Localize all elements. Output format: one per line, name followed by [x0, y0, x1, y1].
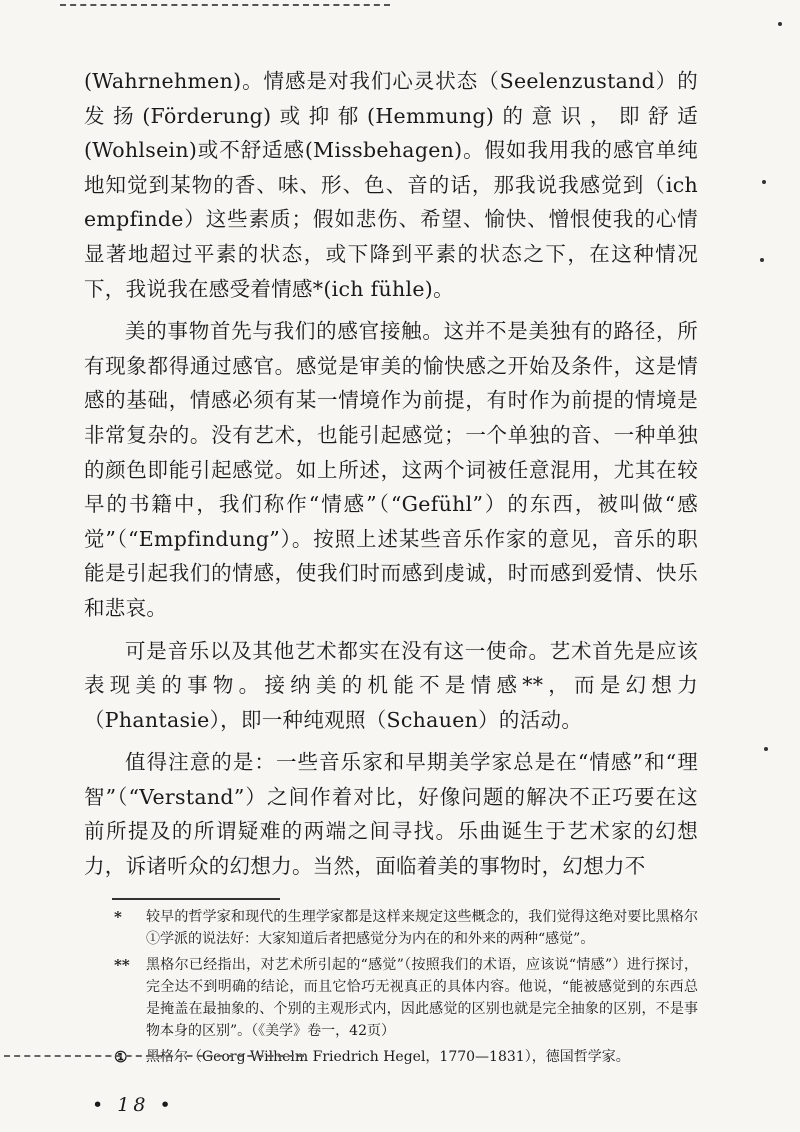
page-number: • 18 •: [92, 1093, 175, 1116]
footnote-marker: *: [114, 907, 122, 926]
paragraph-1: (Wahrnehmen)。情感是对我们心灵状态（Seelenzustand）的发扬(Förderung)或抑郁(Hemmung)的意识，即舒适(Wohlsein)或不舒适感(Missbehagen)。假如我用我的感官单纯地知觉到某物的香、味、形、色、音的话，那我说我感觉到（ich empfinde）这些素质；假如悲伤、希望、愉快、憎恨使我的心情显著地超过平素的状态，或下降到平素的状态之下，在这种情况下，我说我在感受着情感*(ich fühle)。: [84, 69, 698, 301]
scan-speck: [760, 258, 764, 262]
footnote-text: 黑格尔（Georg Wilhelm Friedrich Hegel，1770—1831），德国哲学家。: [146, 1048, 630, 1065]
scan-bottom-rule: [4, 1055, 304, 1057]
footnote-1: [114, 906, 698, 950]
scan-speck: [762, 180, 766, 184]
paragraph-4: 值得注意的是：一些音乐家和早期美学家总是在“情感”和“理智”（“Verstand”）之间作着对比，好像问题的解决不正巧要在这前所提及的所谓疑难的两端之间寻找。乐曲诞生于艺术家的幻想力，诉诸听众的幻想力。当然，面临着美的事物时，幻想力不: [84, 750, 698, 879]
footnote-2: [114, 954, 698, 1042]
paragraph-3: 可是音乐以及其他艺术都实在没有这一使命。艺术首先是应该表现美的事物。接纳美的机能不是情感**，而是幻想力（Phantasie），即一种纯观照（Schauen）的活动。: [84, 638, 698, 732]
paragraph-2: 美的事物首先与我们的感官接触。这并不是美独有的路径，所有现象都得通过感官。感觉是审美的愉快感之开始及条件，这是情感的基础，情感必须有某一情境作为前提，有时作为前提的情境是非常复杂的。没有艺术，也能引起感觉；一个单独的音、一种单独的颜色即能引起感觉。如上所述，这两个词被任意混用，尤其在较早的书籍中，我们称作“情感”（“Gefühl”）的东西，被叫做“感觉”（“Empfindung”）。按照上述某些音乐作家的意见，音乐的职能是引起我们的情感，使我们时而感到虔诚，时而感到爱情、快乐和悲哀。: [84, 319, 698, 620]
footnote-marker: **: [114, 955, 130, 974]
scan-speck: [764, 747, 768, 751]
footnote-marker: ①: [114, 1047, 128, 1066]
footnote-text: 黑格尔已经指出，对艺术所引起的“感觉”（按照我们的术语，应该说“情感”）进行探讨，完全达不到明确的结论，而且它恰巧无视真正的具体内容。他说，“能被感觉到的东西总是掩盖在最抽象的、个别的主观形式内，因此感觉的区别也就是完全抽象的区别，不是事物本身的区别”。（《美学》卷一，42页）: [146, 956, 698, 1039]
footnote-separator: [112, 898, 280, 900]
scan-top-rule: [60, 4, 390, 6]
page-body: [84, 64, 698, 1116]
scan-speck: [778, 22, 782, 26]
footnote-text: 较早的哲学家和现代的生理学家都是这样来规定这些概念的，我们觉得这绝对要比黑格尔①学派的说法好：大家知道后者把感觉分为内在的和外来的两种“感觉”。: [146, 908, 698, 947]
